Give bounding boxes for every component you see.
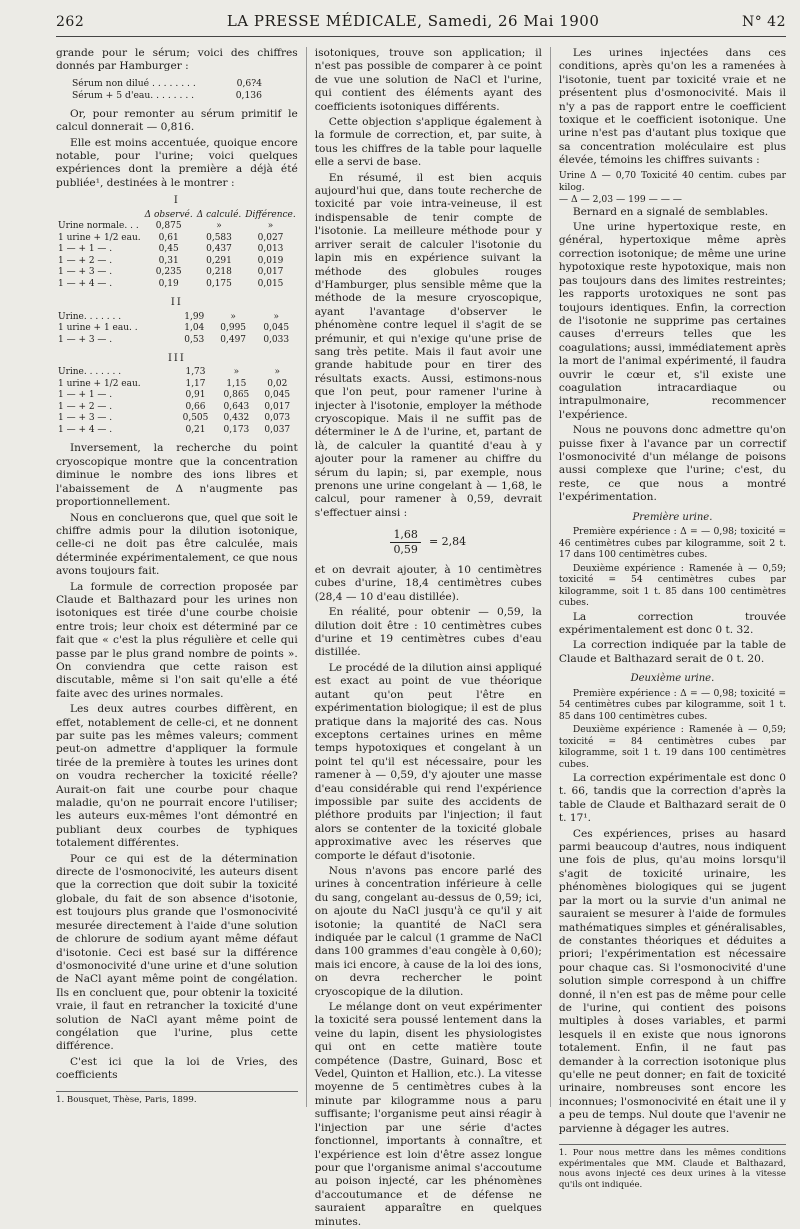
table-row [56,367,298,379]
footnote: 1. Bousquet, Thèse, Paris, 1899. [56,1091,298,1106]
paragraph: grande pour le sérum; voici des chiffres donnés par Hamburger : [56,47,298,73]
toxicity-line: Urine Δ — 0,70 Toxicité 40 centim. cubes par kilog. [558,169,787,193]
table-cell: 0,027 [257,232,284,243]
table-cell: 0,437 [206,244,232,255]
table-cell: 0,02 [267,378,288,389]
serum-values [72,78,298,102]
table-cell: 0,53 [184,334,205,345]
experiment-note: Deuxième expérience : Ramenée à — 0,59; toxicité = 54 centimètres cubes par kilogramme, soit 1 t. 85 dans 100 centimètres cubes. [558,562,787,608]
table-cell: 0,073 [264,413,291,424]
row-label: 1 urine + 1/2 eau. [58,232,141,243]
table-cell: 0,235 [155,267,182,278]
table-cell: 0,45 [158,244,179,255]
denominator: 0,59 [393,542,418,556]
table-cell: 0,033 [263,334,290,345]
row-label: Urine. . . . . . . [58,367,122,378]
paragraph: Une urine hypertoxique reste, en général, hypertoxique même après correction isotonique; de même une urine hypotoxique reste hypotoxique, mais non pas toujours dans des limites restreintes; les rapports urotoxiques ne sont pas toujours identiques. Enfin, la correction de l'isotonie ne supprime pas certaines causes d'erreurs telles que les coagulations; aussi, immédiatement après la mort de l'animal expérimenté, il faudra ouvrir le cœur et, s'il existe une coagulation intracardiaque ou intrapulmonaire, recommencer l'expérience. [558,221,787,421]
table-row [56,256,298,268]
paragraph: Inversement, la recherche du point cryoscopique montre que la concentration diminue le nombre des ions libres et l'abaissement de Δ n'augmente pas proportionnellement. [56,442,298,509]
table-cell: » [230,311,236,322]
table-cell: 0,045 [263,323,290,334]
table-cell: 0,497 [220,334,247,345]
paragraph: C'est ici que la loi de Vries, des coefficients [56,1055,298,1082]
table-row [56,425,298,437]
row-label: 1 — + 4 — . [58,424,113,435]
column-right [550,47,787,1190]
column-middle [306,47,542,1228]
section-heading: Première urine. [632,511,713,523]
column-left [56,47,298,1107]
table-cell: 0,432 [223,413,250,424]
paragraph: La correction indiquée par la table de Claude et Balthazard serait de 0 t. 20. [558,639,787,665]
table-cell: 0,037 [264,424,291,435]
experiment-note: Première expérience : Δ = — 0,98; toxicité = 54 centimètres cubes par kilogramme, soit 1 t. 85 dans 100 centimètres cubes. [558,687,787,722]
paragraph: Les deux autres courbes diffèrent, en effet, notablement de celle-ci, et ne donnent par suite pas les mêmes valeurs; comment peut-on admettre d'appliquer la formule tirée de la première à toutes les urines dont on voudra rechercher la toxicité réelle? Aurait-on fait une courbe pour chaque maladie, qu'on ne pourrait encore l'utiliser; les auteurs eux-mêmes l'ont démontré en publiant deux courbes de typhiques totalement différentes. [56,703,298,850]
table-row [56,221,298,233]
column-header: Différence. [245,209,296,220]
row-label: Urine normale. . . [58,221,139,232]
formula-result: = 2,84 [428,535,467,549]
table-cell: 0,015 [257,278,284,289]
table-cell: 0,017 [264,401,291,412]
table-cell: 0,175 [206,278,232,289]
row-label: 1 — + 2 — . [58,401,113,412]
table-row [56,323,298,335]
paragraph: Nous n'avons pas encore parlé des urines à concentration inférieure à celle du sang, congelant au-dessus de 0,59; ici, on ajoute du NaCl jusqu'à ce qu'il y ait isotonie; la quantité de NaCl sera indiquée par le calcul (1 gramme de NaCl dans 100 grammes d'eau congèle à 0,60); mais ici encore, à cause de la loi des ions, on devra rechercher le point cryoscopique de la dilution. [314,864,542,998]
table-cell: 1,73 [185,367,206,378]
page-header [56,12,786,37]
table-cell: 0,21 [185,424,206,435]
table-cell: » [216,221,222,232]
paragraph: et on devrait ajouter, à 10 centimètres cubes d'urine, 18,4 centimètres cubes (28,4 — 10 d'eau distillée). [314,564,542,603]
paragraph: La correction trouvée expérimentalement est donc 0 t. 32. [558,610,787,636]
paragraph: Elle est moins accentuée, quoique encore notable, pour l'urine; voici quelques expériences dont la première a déjà été publiée¹, destinées à le montrer : [56,136,298,189]
page-number: 262 [56,14,85,30]
table-row [56,233,298,245]
table-number: II [170,297,183,309]
table-cell: 0,173 [223,424,250,435]
table-cell: » [267,221,274,232]
issue-number: N° 42 [741,14,786,30]
table-row [56,335,298,347]
experiment-note: Première expérience : Δ = — 0,98; toxicité = 46 centimètres cubes par kilogramme, soit 2 t. 17 dans 100 centimètres cubes. [558,526,787,560]
table-cell: » [233,367,240,378]
column-header: Δ calculé. [196,209,242,220]
paragraph: Nous en concluerons que, quel que soit le chiffre admis pour la dilution isotonique, celle-ci ne doit pas être calculée, mais déterminée expérimentalement, ce que nous avons toujours fait. [56,511,298,578]
table-row [56,267,298,279]
table-cell: » [274,367,281,378]
table-cell: 1,15 [226,378,247,389]
table-cell: 1,04 [184,323,205,334]
paragraph: En réalité, pour obtenir — 0,59, la dilution doit être : 10 centimètres cubes d'urine et 19 centimètres cubes d'eau distillée. [314,606,542,659]
table-cell: 0,218 [206,267,232,278]
journal-title: LA PRESSE MÉDICALE, Samedi, 26 Mai 1900 [226,12,600,30]
dilution-table [56,367,298,436]
paragraph: Nous ne pouvons donc admettre qu'on puisse fixer à l'avance par un correctif l'osmonocivité d'un mélange de poisons aussi complexe que l'urine; c'est, du reste, ce que nous a montré l'expérimentation. [558,424,787,504]
paragraph: Pour ce qui est de la détermination directe de l'osmonocivité, les auteurs disent que la correction que doit subir la toxicité globale, du fait de son absence d'isotonie, est toujours plus grande que l'osmonocivité mesurée directement à l'aide d'une solution de chlorure de sodium ayant même défaut d'isotonie. Ceci est basé sur la différence d'osmonocivité d'une urine et d'une solution de NaCl ayant même point de congélation. Ils en concluent que, pour obtenir la toxicité vraie, il faut en retrancher la toxicité d'une solution de NaCl ayant même point de congélation que l'urine, plus cette différence. [56,852,298,1053]
paragraph: La correction expérimentale est donc 0 t. 66, tandis que la correction d'après la table de Claude et Balthazard serait de 0 t. 17¹. [558,772,787,825]
table-cell: 0,017 [257,267,284,278]
table-cell: 0,66 [185,401,206,412]
table-row [56,244,298,256]
table-row [56,279,298,291]
serum-row: Sérum non dilué . . . . . . . . 0,6?4 [72,77,262,89]
table-row [56,390,298,402]
paragraph: La formule de correction proposée par Claude et Balthazard pour les urines non isotoniques est tirée d'une courbe choisie entre trois; leur choix est déterminé par ce fait que « c'est la plus régulière et celle qui passe par le plus grand nombre de points ». On conviendra que cette raison est discutable, même si l'on sait qu'elle a été faite avec des urines normales. [56,580,298,700]
row-label: 1 urine + 1 eau. . [58,323,138,334]
table-row [56,379,298,391]
paragraph: isotoniques, trouve son application; il n'est pas possible de comparer à ce point de vue une solution de NaCl et l'urine, qui contient des éléments ayant des coefficients isotoniques différents. [314,47,542,113]
table-cell: 0,91 [185,390,206,401]
row-label: 1 — + 1 — . [58,390,113,401]
paragraph: Cette objection s'applique également à la formule de correction, et, par suite, à tous les chiffres de la table pour laquelle elle a servi de base. [314,116,542,169]
row-label: 1 — + 1 — . [58,244,113,255]
paragraph: Ces expériences, prises au hasard parmi beaucoup d'autres, nous indiquent une fois de plus, qu'au moins lorsqu'il s'agit de toxicité urinaire, les phénomènes biologiques qui se jugent par la mort ou la survie d'un animal ne sauraient se mesurer à l'aide de formules mathématiques simples et généralisables, de constantes théoriques et déduites a priori; l'expérimentation est nécessaire pour chaque cas. Si l'osmonocivité d'une solution simple correspond à un chiffre donné, il n'en est pas de même pour celle de l'urine, qui contient des poisons multiples à doses variables, et parmi lesquels il en existe que nous ignorons totalement. Enfin, il ne faut pas demander à la correction isotonique plus qu'elle ne peut donner; en fait de toxicité urinaire, nombreuses sont encore les inconnues; l'osmonocivité en était une il y a peu de temps. Nul doute que l'avenir ne parvienne à dégager les autres. [558,827,787,1135]
table-cell: 0,865 [223,390,250,401]
table-cell: 1,99 [184,311,205,322]
table-row [56,312,298,324]
table-cell: 0,583 [206,232,232,243]
paragraph: Le procédé de la dilution ainsi appliqué est exact au point de vue théorique autant qu'on peut l'être en expérimentation biologique; il est de plus pratique dans la majorité des cas. Nous exceptons certaines urines en même temps hypotoxiques et congelant à un point tel qu'il est nécessaire, pour les ramener à — 0,59, d'y ajouter une masse d'eau considérable qui rend l'expérience impossible par suite des accidents de pléthore produits par l'injection; il faut alors se contenter de la toxicité globale approximative avec les réserves que comporte le défaut d'isotonie. [314,661,542,862]
table-number: III [167,353,186,365]
table-cell: 0,019 [257,255,284,266]
table-number: I [173,195,180,207]
serum-row: Sérum + 5 d'eau. . . . . . . . 0,136 [72,89,262,101]
paragraph: Les urines injectées dans ces conditions, après qu'on les a ramenées à l'isotonie, tuent par toxicité vraie et ne présentent plus d'osmonocivité. Mais il n'y a pas de rapport entre le coefficient toxique et le coefficient isotonique. Une urine n'est pas d'autant plus toxique que sa concentration moléculaire est plus élevée, témoins les chiffres suivants : [558,47,787,167]
table-cell: 0,505 [182,413,209,424]
table-cell: 0,19 [158,278,179,289]
fraction [390,528,421,556]
row-label: 1 — + 3 — . [58,334,113,345]
paragraph: Le mélange dont on veut expérimenter la toxicité sera poussé lentement dans la veine du lapin, disent les physiologistes qui ont en cette matière toute compétence (Dastre, Guinard, Bosc et Vedel, Quinton et Hallion, etc.). La vitesse moyenne de 5 centimètres cubes à la minute par kilogramme nous a paru suffisante; l'organisme peut ainsi réagir à l'injection par une série d'actes fonctionnel, importants à connaître, et l'expérience est loin d'être assez longue pour que l'organisme animal s'accoutume au poison injecté, car les phénomènes d'accoutumance et de défense ne sauraient apparaître en quelques minutes. [314,1001,542,1228]
experiment-note: Deuxième expérience : Ramenée à — 0,59; toxicité = 84 centimètres cubes par kilogramme, soit 1 t. 19 dans 100 centimètres cubes. [558,724,787,770]
table-cell: 0,045 [264,390,291,401]
row-label: 1 — + 4 — . [58,278,113,289]
row-label: 1 urine + 1/2 eau. [58,378,141,389]
dilution-table [56,210,298,291]
section-heading: Deuxième urine. [630,673,715,685]
paragraph: Or, pour remonter au sérum primitif le calcul donnerait — 0,816. [56,107,298,134]
dilution-tables [56,194,298,436]
table-cell: 0,31 [158,255,179,266]
column-header [56,210,143,222]
table-cell: 0,013 [257,244,284,255]
row-label: Urine. . . . . . . [58,311,122,322]
paragraph: Bernard en a signalé de semblables. [572,205,769,218]
table-cell: 1,17 [185,378,206,389]
toxicity-line: — Δ — 2,03 — 199 — — — [558,193,682,205]
table-cell: 0,875 [155,221,182,232]
table-cell: » [273,311,279,322]
dilution-table [56,312,298,347]
table-row [56,402,298,414]
dilution-formula [315,528,542,556]
table-row [56,413,298,425]
row-label: 1 — + 3 — . [58,413,113,424]
table-cell: 0,643 [223,401,250,412]
table-cell: 0,291 [206,255,232,266]
row-label: 1 — + 3 — . [58,267,113,278]
numerator: 1,68 [390,528,421,542]
column-header: Δ observé. [144,209,193,220]
paragraph: En résumé, il est bien acquis aujourd'hui que, dans toute recherche de toxicité par voie intra-veineuse, il est indispensable de tenir compte de l'isotonie. La meilleure méthode pour y arriver serait de calculer l'isotonie du lapin mis en expérience suivant la méthode des globules rouges d'Hamburger, plus sensible même que la méthode de la mesure cryoscopique, ayant l'avantage d'observer le phénomène contre lequel il s'agit de se prémunir, et qui n'exige qu'une prise de sang très petite. Mais il faut avoir une grande habitude pour en tirer des résultats exacts. Aussi, estimons-nous que l'on peut, pour ramener l'urine à injecter à l'isotonie, employer la méthode cryoscopique. Mais il ne suffit pas de déterminer le Δ de l'urine, et, partant de là, de calculer la quantité d'eau à y ajouter pour la ramener au chiffre du sérum du lapin; si, par exemple, nous prenons une urine congelant à — 1,68, le calcul, pour ramener à 0,59, devrait s'effectuer ainsi : [314,171,542,519]
table-cell: 0,995 [220,323,247,334]
footnote: 1. Pour nous mettre dans les mêmes conditions expérimentales que MM. Claude et Balthazard, nous avons injecté ces deux urines à la vitesse qu'ils ont indiquée. [559,1144,786,1190]
row-label: 1 — + 2 — . [58,255,113,266]
table-cell: 0,61 [158,232,179,243]
